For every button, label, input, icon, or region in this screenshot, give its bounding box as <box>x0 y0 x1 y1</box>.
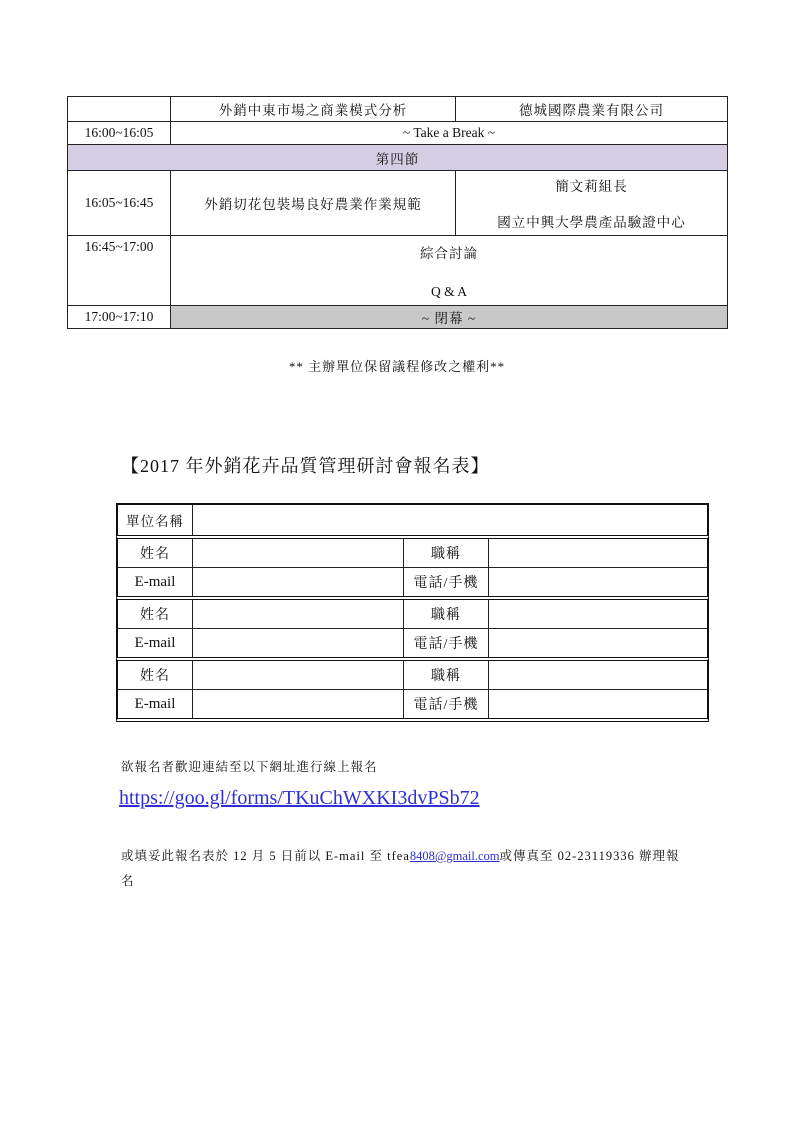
attendee-block <box>116 535 709 596</box>
registration-link[interactable]: https://goo.gl/forms/TKuChWXKI3dvPSb72 <box>119 787 480 809</box>
job-title-field[interactable] <box>489 539 707 567</box>
email-label: E-mail <box>118 629 193 657</box>
registration-form <box>116 503 709 722</box>
name-label: 姓名 <box>118 539 193 567</box>
job-title-field[interactable] <box>489 661 707 689</box>
agenda-row-closing <box>68 306 728 329</box>
phone-label: 電話/手機 <box>404 690 489 718</box>
phone-label: 電話/手機 <box>404 568 489 596</box>
attendee-row <box>118 600 707 629</box>
job-title-label: 職稱 <box>404 539 489 567</box>
phone-field[interactable] <box>489 568 707 596</box>
job-title-label: 職稱 <box>404 600 489 628</box>
agenda-time: 16:45~17:00 <box>68 236 171 306</box>
unit-name-field[interactable] <box>193 505 707 535</box>
phone-field[interactable] <box>489 629 707 657</box>
alt-registration-text <box>121 844 681 894</box>
unit-row <box>116 503 709 535</box>
online-registration-text: 欲報名者歡迎連結至以下網址進行線上報名 <box>121 760 378 774</box>
alt-text-before: 或填妥此報名表於 12 月 5 日前以 E-mail 至 tfea <box>121 849 410 863</box>
email-label: E-mail <box>118 568 193 596</box>
agenda-time: 17:00~17:10 <box>68 306 171 329</box>
agenda-time <box>68 97 171 122</box>
speaker-name: 簡文莉組長 <box>555 179 628 194</box>
agenda-topic: 外銷切花包裝場良好農業作業規範 <box>171 171 456 236</box>
attendee-row <box>118 539 707 568</box>
agenda-speaker-cell <box>456 171 728 236</box>
qa-label: Q & A <box>430 283 467 299</box>
agenda-topic: 外銷中東市場之商業模式分析 <box>171 97 456 122</box>
attendee-row <box>118 629 707 657</box>
section-label: 第四節 <box>68 145 728 171</box>
phone-field[interactable] <box>489 690 707 718</box>
agenda-note: ** 主辦單位保留議程修改之權利** <box>288 359 506 374</box>
attendee-row <box>118 568 707 596</box>
name-label: 姓名 <box>118 600 193 628</box>
job-title-field[interactable] <box>489 600 707 628</box>
email-field[interactable] <box>193 568 404 596</box>
attendee-row <box>118 690 707 718</box>
discussion-label: 綜合討論 <box>420 245 478 261</box>
attendee-block <box>116 657 709 722</box>
phone-label: 電話/手機 <box>404 629 489 657</box>
agenda-table <box>67 96 728 329</box>
break-label: ~ Take a Break ~ <box>171 122 728 145</box>
name-field[interactable] <box>193 661 404 689</box>
agenda-row-talk <box>68 171 728 236</box>
job-title-label: 職稱 <box>404 661 489 689</box>
attendee-row <box>118 661 707 690</box>
discussion-cell <box>171 236 728 306</box>
name-label: 姓名 <box>118 661 193 689</box>
speaker-org: 國立中興大學農產品驗證中心 <box>497 215 686 230</box>
email-label: E-mail <box>118 690 193 718</box>
closing-label: ~ 閉幕 ~ <box>171 306 728 329</box>
email-field[interactable] <box>193 629 404 657</box>
form-title: 【2017 年外銷花卉品質管理研討會報名表】 <box>121 456 490 476</box>
email-link[interactable]: 8408@gmail.com <box>409 849 500 863</box>
agenda-section-header <box>68 145 728 171</box>
alt-text-after: 或傳真至 02-23119336 辦理報名 <box>121 849 680 888</box>
agenda-time: 16:05~16:45 <box>68 171 171 236</box>
unit-name-label: 單位名稱 <box>118 505 193 535</box>
email-field[interactable] <box>193 690 404 718</box>
attendee-block <box>116 596 709 657</box>
name-field[interactable] <box>193 539 404 567</box>
agenda-time: 16:00~16:05 <box>68 122 171 145</box>
agenda-row-discussion <box>68 236 728 306</box>
agenda-row-break <box>68 122 728 145</box>
agenda-speaker: 德城國際農業有限公司 <box>456 97 728 122</box>
name-field[interactable] <box>193 600 404 628</box>
agenda-row-talk <box>68 97 728 122</box>
